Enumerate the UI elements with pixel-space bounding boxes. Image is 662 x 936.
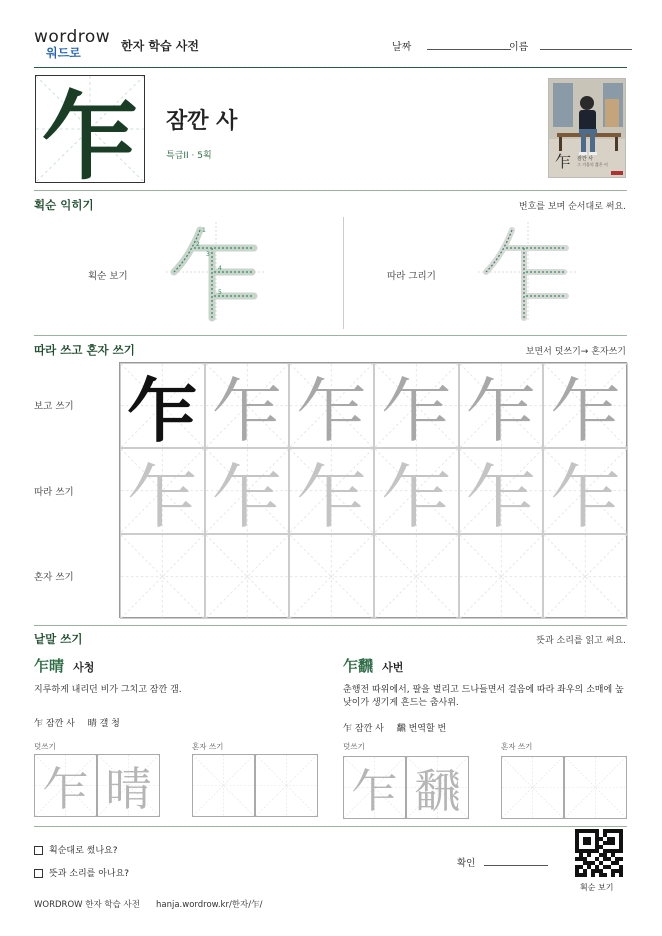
hero-meaning: 잠깐 사 (166, 109, 238, 134)
word-trace-character: 晴 (105, 761, 152, 816)
word-1-definition: 지루하게 내리던 비가 그치고 잠깐 갬. (34, 685, 182, 695)
stroke-order-diagram (166, 222, 266, 322)
header-title: 한자 학습 사전 (121, 39, 199, 53)
hero-divider (34, 190, 627, 191)
practice-cell[interactable] (459, 534, 544, 619)
practice-cell[interactable] (543, 534, 628, 619)
trace-character: 乍 (127, 455, 198, 534)
word-1-gloss-text-1: 잠깐 사 (45, 719, 75, 729)
write-divider (34, 625, 627, 626)
word-self-cell[interactable] (501, 756, 564, 819)
word-1-self-boxes (192, 754, 318, 817)
word-self-cell[interactable] (192, 754, 255, 817)
trace-character: 乍 (465, 455, 536, 534)
practice-cell[interactable] (374, 448, 459, 533)
word-2-definition: 춘행전 따위에서, 팔을 벌리고 드나들면서 걸음에 따라 좌우의 소매에 높낮이가 생기게 흔드는 춤사위. (343, 685, 624, 708)
practice-cell[interactable] (120, 448, 205, 533)
logo-ko: 워드로 (46, 46, 81, 60)
svg-text:4: 4 (218, 265, 222, 272)
check-1-label: 획순대로 썼나요? (49, 846, 118, 856)
check-2-label: 뜻과 소리를 아나요? (49, 869, 130, 879)
practice-cell[interactable] (120, 534, 205, 619)
stroke-view-label: 획순 보기 (88, 271, 128, 282)
word-2-gloss-text-1: 잠깐 사 (354, 724, 384, 734)
practice-cell[interactable] (205, 534, 290, 619)
word-2-heading (343, 655, 403, 676)
name-label: 이름 (509, 42, 529, 53)
svg-text:1: 1 (202, 227, 206, 234)
word-2-hanja: 乍飜 (343, 657, 374, 675)
practice-cell[interactable] (459, 448, 544, 533)
word-trace-character: 飜 (414, 763, 461, 818)
qr-code-graphic (575, 829, 623, 877)
trace-character: 乍 (211, 370, 282, 449)
word-2-gloss-text-2: 번역할 번 (408, 724, 447, 734)
practice-grid (119, 362, 627, 618)
word-2-self-label: 혼자 쓰기 (501, 742, 533, 751)
qr-label: 획순 보기 (580, 883, 614, 892)
word-trace-character: 乍 (42, 761, 89, 816)
word-1-self-label: 혼자 쓰기 (192, 742, 224, 751)
checklist-item-1[interactable] (34, 843, 118, 856)
footer-divider (34, 826, 627, 827)
practice-cell[interactable] (289, 534, 374, 619)
word-self-cell[interactable] (255, 754, 318, 817)
stroke-section-title: 획순 익히기 (34, 198, 94, 212)
practice-cell[interactable] (374, 534, 459, 619)
word-trace-cell[interactable] (343, 756, 406, 819)
word-2-gloss-char-2: 飜 (396, 724, 406, 734)
word-self-cell[interactable] (564, 756, 627, 819)
trace-character: 乍 (550, 455, 621, 534)
word-2-self-boxes (501, 756, 627, 819)
svg-text:2: 2 (196, 241, 200, 248)
stroke-section-separator (343, 217, 344, 329)
model-character: 乍 (127, 369, 198, 449)
word-trace-cell[interactable] (97, 754, 160, 817)
stroke-trace-label: 따라 그리기 (387, 271, 436, 282)
svg-text:5: 5 (218, 289, 222, 296)
word-2-gloss (343, 721, 446, 734)
write-section-hint: 보면서 덧쓰기→ 혼자쓰기 (525, 347, 626, 357)
word-2-gloss-char-1: 乍 (343, 724, 353, 734)
word-1-gloss-char-1: 乍 (34, 719, 44, 729)
word-1-reading: 사청 (73, 661, 95, 674)
footer-brand: WORDROW 한자 학습 사전 (34, 900, 140, 910)
date-label: 날짜 (392, 42, 412, 53)
book-subtitle: 그 겨울의 짧은 비 (577, 162, 608, 167)
practice-cell[interactable] (205, 363, 290, 448)
word-2-trace-label: 덧쓰기 (343, 742, 365, 751)
book-title: 잠깐 사 (577, 156, 594, 162)
word-2-reading: 사번 (382, 661, 404, 674)
qr-code[interactable] (575, 829, 623, 877)
word-1-hanja: 乍晴 (34, 657, 65, 675)
book-cover-image (548, 78, 626, 178)
words-section-hint: 뜻과 소리를 읽고 써요. (536, 636, 626, 646)
checkbox-1[interactable] (34, 846, 43, 855)
word-trace-cell[interactable] (406, 756, 469, 819)
checklist-item-2[interactable] (34, 866, 129, 879)
words-section-title: 낱말 쓰기 (34, 632, 83, 646)
word-trace-character: 乍 (351, 763, 398, 818)
practice-cell[interactable] (459, 363, 544, 448)
practice-cell[interactable] (289, 448, 374, 533)
row-label-view: 보고 쓰기 (34, 401, 74, 412)
trace-character: 乍 (465, 370, 536, 449)
practice-cell[interactable] (120, 363, 205, 448)
name-field[interactable] (509, 38, 632, 53)
logo-en: wordrow (34, 27, 111, 47)
practice-cell[interactable] (374, 363, 459, 448)
write-section-title: 따라 쓰고 혼자 쓰기 (34, 343, 135, 357)
trace-character: 乍 (296, 455, 367, 534)
hero-character-box (35, 75, 145, 183)
word-1-gloss-text-2: 갤 청 (99, 719, 120, 729)
confirm-line (484, 865, 548, 866)
svg-text:乍: 乍 (555, 152, 572, 171)
confirm-label: 확인 (457, 858, 476, 869)
name-line (540, 49, 632, 50)
hero-character: 乍 (42, 79, 138, 183)
hero-grade: 특급II · 5획 (166, 151, 212, 161)
row-label-self: 혼자 쓰기 (34, 572, 74, 583)
word-1-gloss (34, 716, 120, 729)
trace-character: 乍 (211, 455, 282, 534)
practice-cell[interactable] (289, 363, 374, 448)
stroke-divider (34, 335, 627, 336)
date-field[interactable] (392, 38, 511, 53)
row-label-trace: 따라 쓰기 (34, 487, 74, 498)
word-trace-cell[interactable] (34, 754, 97, 817)
word-1-heading (34, 655, 94, 676)
trace-character: 乍 (296, 370, 367, 449)
footer-url[interactable]: hanja.wordrow.kr/한자/乍/ (156, 900, 263, 910)
trace-character: 乍 (381, 455, 452, 534)
trace-character: 乍 (550, 370, 621, 449)
practice-cell[interactable] (543, 363, 628, 448)
date-line (427, 49, 511, 50)
practice-cell[interactable] (205, 448, 290, 533)
trace-character: 乍 (381, 370, 452, 449)
svg-text:3: 3 (206, 251, 210, 258)
stroke-trace-diagram[interactable] (478, 222, 578, 322)
word-1-trace-label: 덧쓰기 (34, 742, 56, 751)
stroke-section-hint: 번호를 보며 순서대로 써요. (518, 202, 626, 212)
logo (34, 28, 114, 60)
word-2-trace-boxes (343, 756, 469, 819)
practice-cell[interactable] (543, 448, 628, 533)
word-1-trace-boxes (34, 754, 160, 817)
word-1-gloss-char-2: 晴 (87, 719, 97, 729)
checkbox-2[interactable] (34, 869, 43, 878)
confirm-field[interactable] (457, 855, 548, 869)
header-divider (34, 67, 627, 68)
